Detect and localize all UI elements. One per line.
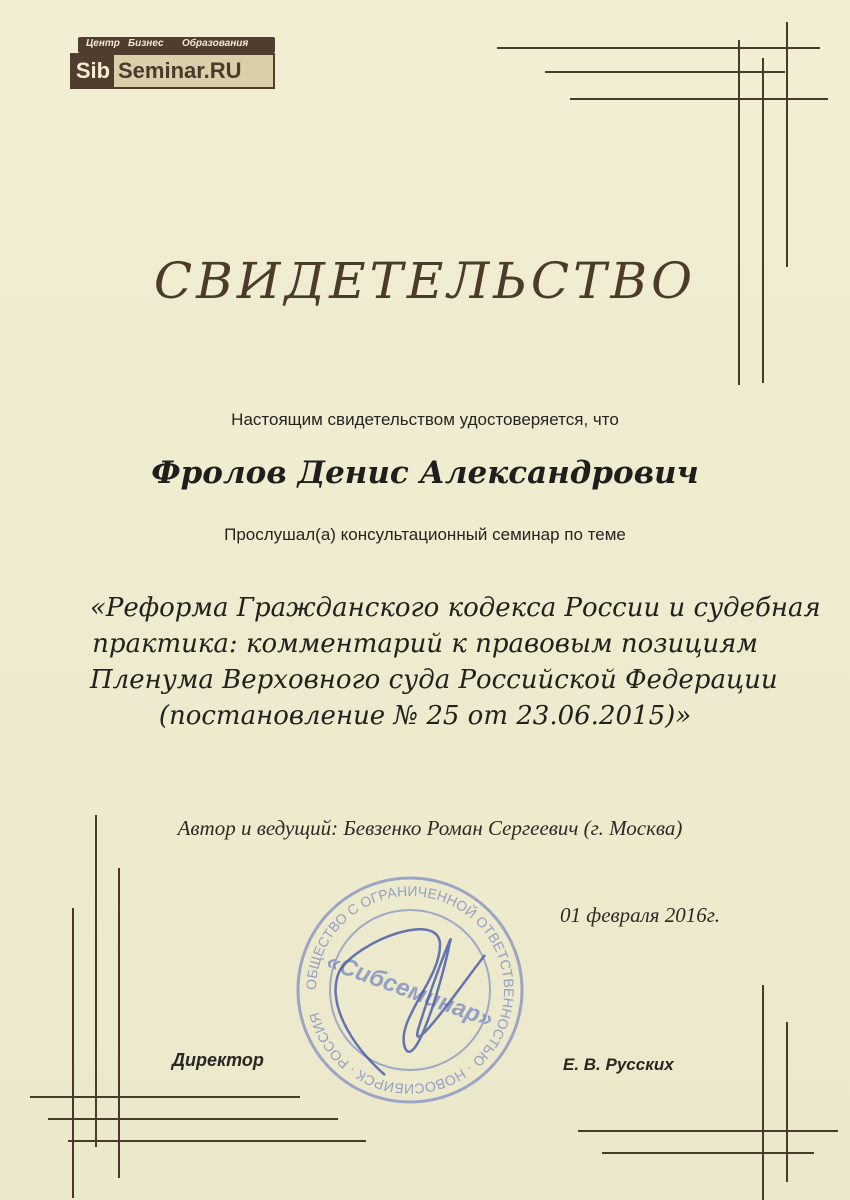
company-stamp — [290, 870, 530, 1110]
seminar-topic — [90, 590, 821, 734]
frame-line — [762, 58, 764, 383]
issue-date: 01 февраля 2016г. — [560, 903, 720, 927]
logo-wordmark — [70, 53, 275, 89]
frame-line — [118, 868, 120, 1178]
seminar-topic-line: (постановление № 25 от 23.06.2015)» — [158, 701, 692, 731]
logo-tagline-bar — [78, 37, 275, 53]
frame-line — [786, 1022, 788, 1182]
author-and-host: Автор и ведущий: Бевзенко Роман Сергеевич (г. Москва) — [177, 816, 683, 840]
stamp-center-text: «Сибсеминар» — [322, 947, 497, 1034]
frame-line — [570, 98, 828, 100]
stamp-ring-text: ОБЩЕСТВО С ОГРАНИЧЕННОЙ ОТВЕТСТВЕННОСТЬЮ · НОВОСИБИРСК · РОССИЯ — [302, 882, 518, 1098]
frame-line — [30, 1096, 300, 1098]
seminar-topic-line: «Реформа Гражданского кодекса России и судебная — [90, 593, 821, 623]
frame-line — [762, 985, 764, 1200]
seminar-topic-line: Пленума Верховного суда Российской Федерации — [90, 665, 778, 695]
logo-tagline-center: Центр — [86, 38, 120, 49]
frame-line — [786, 22, 788, 267]
frame-line — [545, 71, 785, 73]
director-label: Директор — [172, 1050, 264, 1070]
certificate-title: СВИДЕТЕЛЬСТВО — [153, 252, 697, 310]
sibseminar-logo — [70, 37, 275, 91]
attended-statement: Прослушал(а) консультационный семинар по теме — [224, 525, 626, 544]
recipient-name: Фролов Денис Александрович — [151, 455, 699, 491]
seminar-topic-line: практика: комментарий к правовым позициям — [92, 629, 758, 659]
logo-tagline-business: Бизнес — [128, 38, 164, 49]
logo-tagline-education: Образования — [182, 38, 249, 49]
frame-line — [602, 1152, 814, 1154]
logo-sib: Sib — [72, 55, 114, 87]
certificate-intro: Настоящим свидетельством удостоверяется, что — [231, 410, 619, 429]
frame-line — [72, 908, 74, 1198]
frame-line — [48, 1118, 338, 1120]
director-name: Е. В. Русских — [563, 1055, 674, 1074]
logo-seminar: Seminar.RU — [118, 58, 242, 83]
frame-line — [497, 47, 820, 49]
frame-line — [68, 1140, 366, 1142]
frame-line — [738, 40, 740, 385]
frame-line — [578, 1130, 838, 1132]
